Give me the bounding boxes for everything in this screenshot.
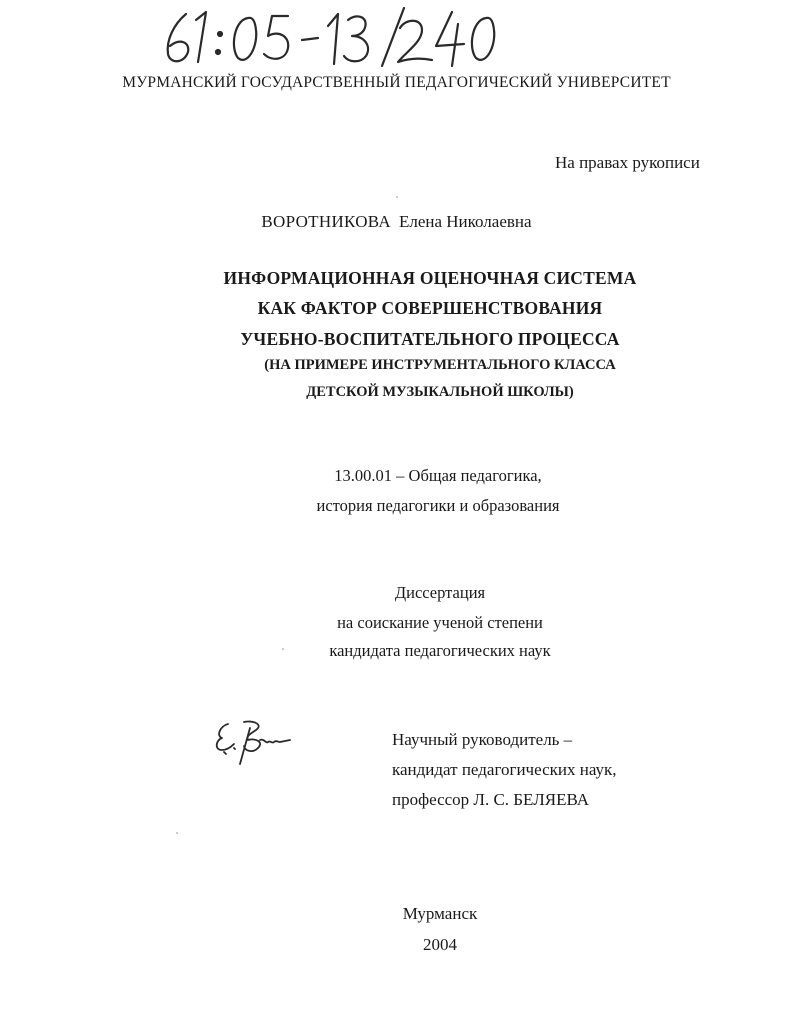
scan-speck [282, 648, 284, 650]
author-surname: ВОРОТНИКОВА [261, 212, 391, 231]
subtitle-line: ДЕТСКОЙ МУЗЫКАЛЬНОЙ ШКОЛЫ) [306, 384, 574, 400]
author-name [0, 212, 793, 232]
degree-line: Диссертация [394, 583, 486, 602]
specialty-line: 13.00.01 – Общая педагогика, [334, 466, 542, 485]
city: Мурманск [402, 904, 478, 923]
handwritten-archive-number [160, 6, 505, 68]
rights-note: На правах рукописи [555, 153, 700, 172]
degree-line: кандидата педагогических наук [329, 641, 551, 660]
author-given-names: Елена Николаевна [398, 212, 532, 231]
title-line: ИНФОРМАЦИОННАЯ ОЦЕНОЧНАЯ СИСТЕМА [223, 268, 637, 288]
scan-speck [176, 832, 178, 834]
specialty-line: история педагогики и образования [316, 496, 560, 515]
title-line: КАК ФАКТОР СОВЕРШЕНСТВОВАНИЯ [257, 298, 603, 318]
degree-line: на соискание ученой степени [337, 613, 543, 632]
university-name: МУРМАНСКИЙ ГОСУДАРСТВЕННЫЙ ПЕДАГОГИЧЕСКИЙ УНИВЕРСИТЕТ [122, 74, 671, 91]
supervisor-line: Научный руководитель – [392, 730, 573, 749]
supervisor-line: профессор Л. С. БЕЛЯЕВА [392, 790, 590, 809]
scan-speck [396, 196, 398, 198]
supervisor-line: кандидат педагогических наук, [392, 760, 617, 779]
year: 2004 [423, 935, 457, 954]
handwritten-signature [212, 718, 294, 768]
subtitle-line: (НА ПРИМЕРЕ ИНСТРУМЕНТАЛЬНОГО КЛАССА [264, 357, 616, 373]
title-line: УЧЕБНО-ВОСПИТАТЕЛЬНОГО ПРОЦЕССА [240, 329, 620, 349]
